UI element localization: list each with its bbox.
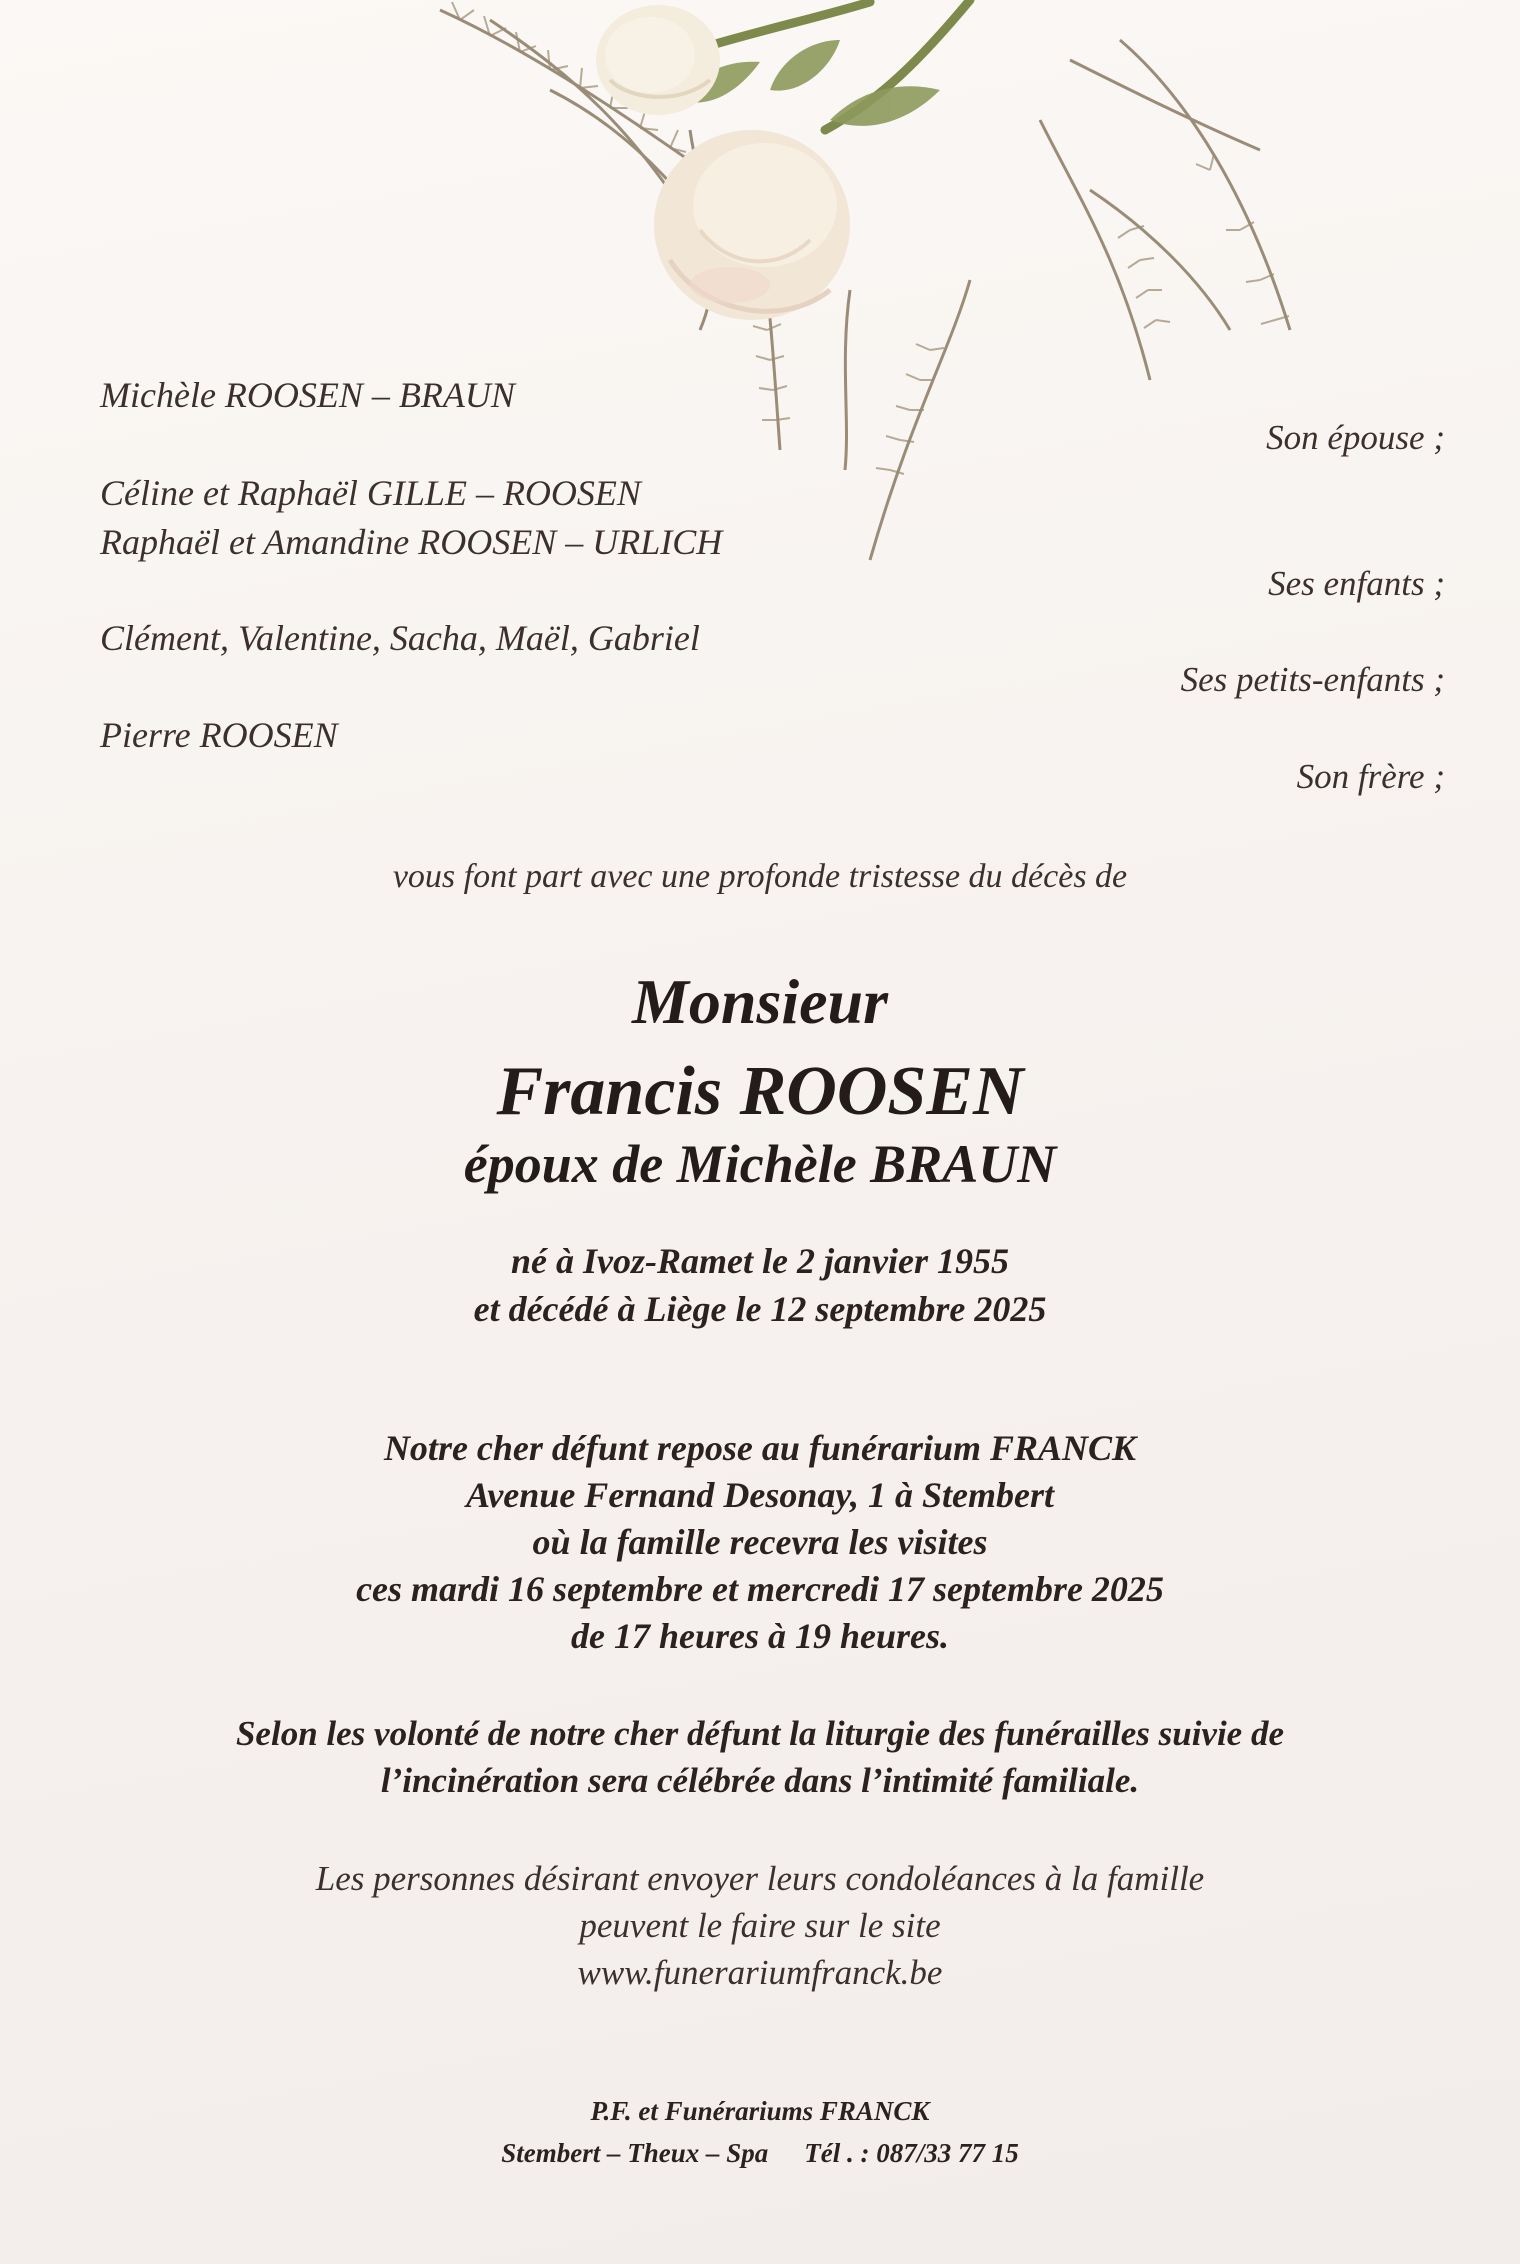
funeral-home-phone: Tél . : 087/33 77 15 — [804, 2138, 1019, 2168]
funeral-home-contact — [0, 2132, 1520, 2174]
children-role: Ses enfants ; — [1268, 564, 1445, 603]
condolences-note — [0, 1855, 1520, 1996]
visitation-line: ces mardi 16 septembre et mercredi 17 septembre 2025 — [356, 1569, 1164, 1609]
condolences-website: www.funerariumfranck.be — [577, 1953, 943, 1992]
condolences-line: peuvent le faire sur le site — [579, 1906, 941, 1945]
birth-line: né à Ivoz-Ramet le 2 janvier 1955 — [511, 1241, 1009, 1281]
grandchildren-role: Ses petits-enfants ; — [1180, 660, 1445, 699]
funeral-home-footer — [0, 2090, 1520, 2174]
death-line: et décédé à Liège le 12 septembre 2025 — [473, 1289, 1047, 1329]
funeral-home-name: P.F. et Funérariums FRANCK — [590, 2096, 930, 2126]
announcement-intro: vous font part avec une profonde tristesse du décès de — [392, 858, 1128, 895]
spouse-name: Michèle ROOSEN – BRAUN — [100, 375, 515, 415]
grandchildren-names: Clément, Valentine, Sacha, Maël, Gabriel — [100, 618, 700, 658]
brother-role: Son frère ; — [1296, 757, 1445, 796]
funeral-home-locations: Stembert – Theux – Spa — [501, 2138, 769, 2168]
deceased-name: Francis ROOSEN — [496, 1053, 1024, 1130]
grass-fronds — [452, 2, 1289, 474]
visitation-line: Avenue Fernand Desonay, 1 à Stembert — [465, 1475, 1054, 1515]
spouse-role: Son épouse ; — [1266, 418, 1445, 457]
deceased-honorific: Monsieur — [631, 966, 889, 1037]
visitation-details — [0, 1425, 1520, 1660]
ceremony-line: Selon les volonté de notre cher défunt la liturgie des funérailles suivie de — [235, 1714, 1285, 1753]
life-dates — [0, 1237, 1520, 1333]
condolences-line: Les personnes désirant envoyer leurs condoléances à la famille — [315, 1859, 1205, 1898]
rose-upper — [596, 5, 720, 115]
child-couple-1: Céline et Raphaël GILLE – ROOSEN — [100, 473, 641, 513]
visitation-line: où la famille recevra les visites — [532, 1522, 988, 1562]
ceremony-line: l’incinération sera célébrée dans l’intimité familiale. — [380, 1761, 1140, 1800]
deceased-spouse-line: époux de Michèle BRAUN — [463, 1134, 1057, 1194]
rose-lower — [654, 130, 850, 320]
child-couple-2: Raphaël et Amandine ROOSEN – URLICH — [100, 522, 723, 562]
visitation-line: de 17 heures à 19 heures. — [570, 1616, 950, 1656]
ceremony-note — [0, 1710, 1520, 1804]
brother-name: Pierre ROOSEN — [100, 715, 338, 755]
visitation-line: Notre cher défunt repose au funérarium FRANCK — [383, 1428, 1137, 1468]
